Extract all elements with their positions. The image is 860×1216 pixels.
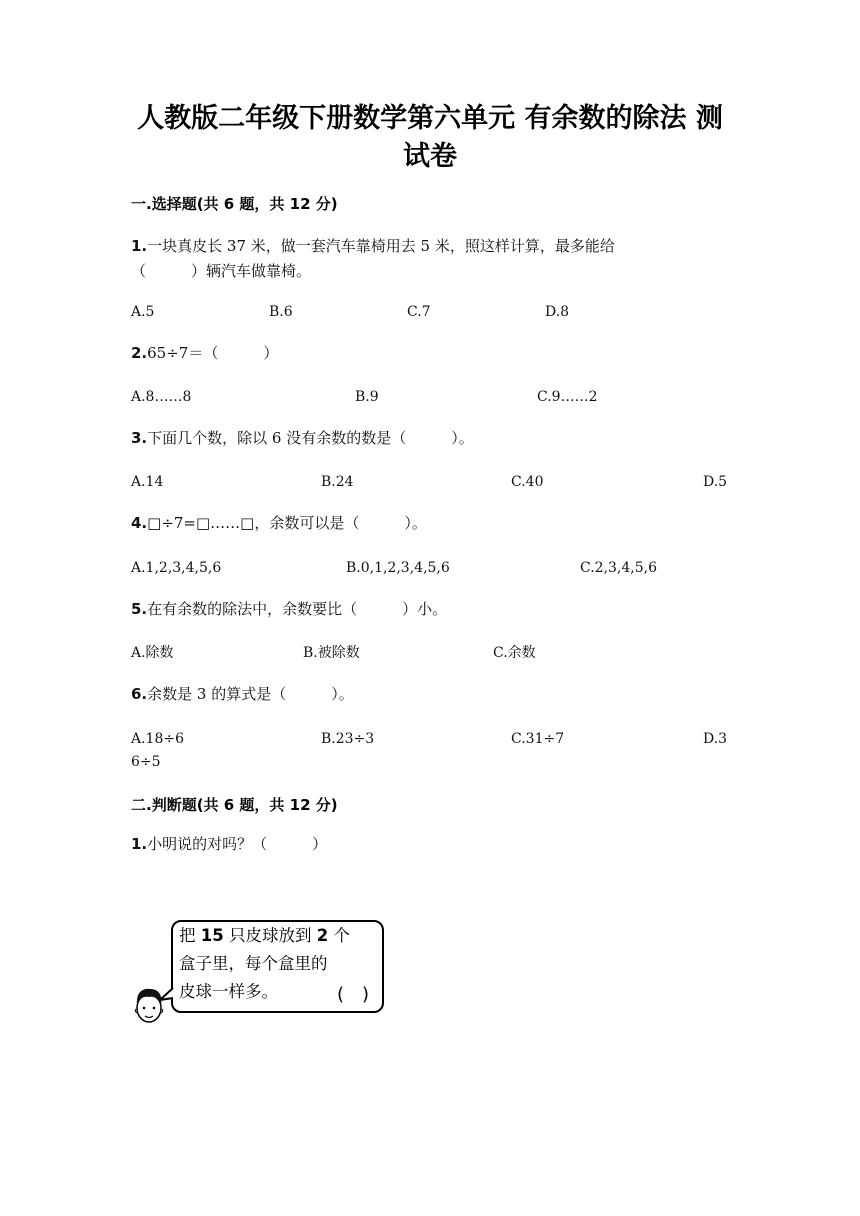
- option-c[interactable]: C.9……2: [537, 389, 598, 405]
- question-text: 余数是 3 的算式是（ ）。: [147, 685, 354, 703]
- question-2: [131, 341, 731, 366]
- option-d[interactable]: D.3: [703, 731, 728, 747]
- option-a[interactable]: A.5: [131, 304, 155, 320]
- title-line-2: 试卷: [403, 141, 457, 172]
- section-2-heading: 二.判断题(共 6 题，共 12 分): [131, 796, 338, 814]
- option-a[interactable]: A.8……8: [131, 389, 192, 405]
- question-number: 5.: [131, 600, 148, 618]
- question-text: 65÷7＝（ ）: [147, 344, 279, 362]
- question-text: 一块真皮长 37 米，做一套汽车靠椅用去 5 米，照这样计算，最多能给: [147, 237, 615, 255]
- title-line-1: 人教版二年级下册数学第六单元 有余数的除法 测: [137, 103, 723, 134]
- page-title: [120, 100, 740, 176]
- question-6: [131, 682, 731, 707]
- question-4: [131, 511, 731, 536]
- option-c[interactable]: C.余数: [493, 645, 536, 661]
- question-text-line-2: （ ）辆汽车做靠椅。: [131, 262, 312, 280]
- speech-bubble-illustration: [130, 918, 390, 1033]
- option-c[interactable]: C.7: [407, 304, 431, 320]
- option-b[interactable]: B.6: [269, 304, 293, 320]
- option-a[interactable]: A.18÷6: [131, 731, 185, 747]
- option-b[interactable]: B.23÷3: [321, 731, 375, 747]
- option-c[interactable]: C.2,3,4,5,6: [580, 560, 657, 576]
- option-d[interactable]: D.5: [703, 474, 728, 490]
- question-text: 小明说的对吗？（ ）: [147, 835, 328, 853]
- question-number: 1.: [131, 835, 148, 853]
- option-b[interactable]: B.24: [321, 474, 354, 490]
- section-1-heading: 一.选择题(共 6 题，共 12 分): [131, 195, 338, 213]
- answer-blank[interactable]: ( ): [337, 984, 370, 1005]
- question-3: [131, 426, 731, 451]
- option-a[interactable]: A.14: [131, 474, 164, 490]
- question-1: [131, 234, 731, 284]
- question-number: 6.: [131, 685, 148, 703]
- option-b[interactable]: B.0,1,2,3,4,5,6: [346, 560, 450, 576]
- option-a[interactable]: A.除数: [131, 645, 174, 661]
- bubble-line-2: 盒子里，每个盒里的: [179, 954, 328, 973]
- question-number: 2.: [131, 344, 148, 362]
- question-number: 3.: [131, 429, 148, 447]
- option-d[interactable]: D.8: [545, 304, 570, 320]
- option-a[interactable]: A.1,2,3,4,5,6: [131, 560, 222, 576]
- boy-face-icon: [135, 989, 163, 1022]
- question-text: □÷7=□……□，余数可以是（ ）。: [147, 514, 427, 532]
- option-d-continued: 6÷5: [131, 754, 161, 770]
- question-text: 下面几个数，除以 6 没有余数的数是（ ）。: [147, 429, 474, 447]
- question-text: 在有余数的除法中，余数要比（ ）小。: [147, 600, 448, 618]
- judge-question-1: [131, 832, 731, 857]
- bubble-line-3: 皮球一样多。: [179, 982, 278, 1001]
- option-c[interactable]: C.40: [511, 474, 544, 490]
- option-b[interactable]: B.被除数: [303, 645, 360, 661]
- question-number: 4.: [131, 514, 148, 532]
- bubble-line-1: 把 15 只皮球放到 2 个: [179, 926, 350, 945]
- option-c[interactable]: C.31÷7: [511, 731, 565, 747]
- question-5: [131, 597, 731, 622]
- option-b[interactable]: B.9: [355, 389, 379, 405]
- question-number: 1.: [131, 237, 148, 255]
